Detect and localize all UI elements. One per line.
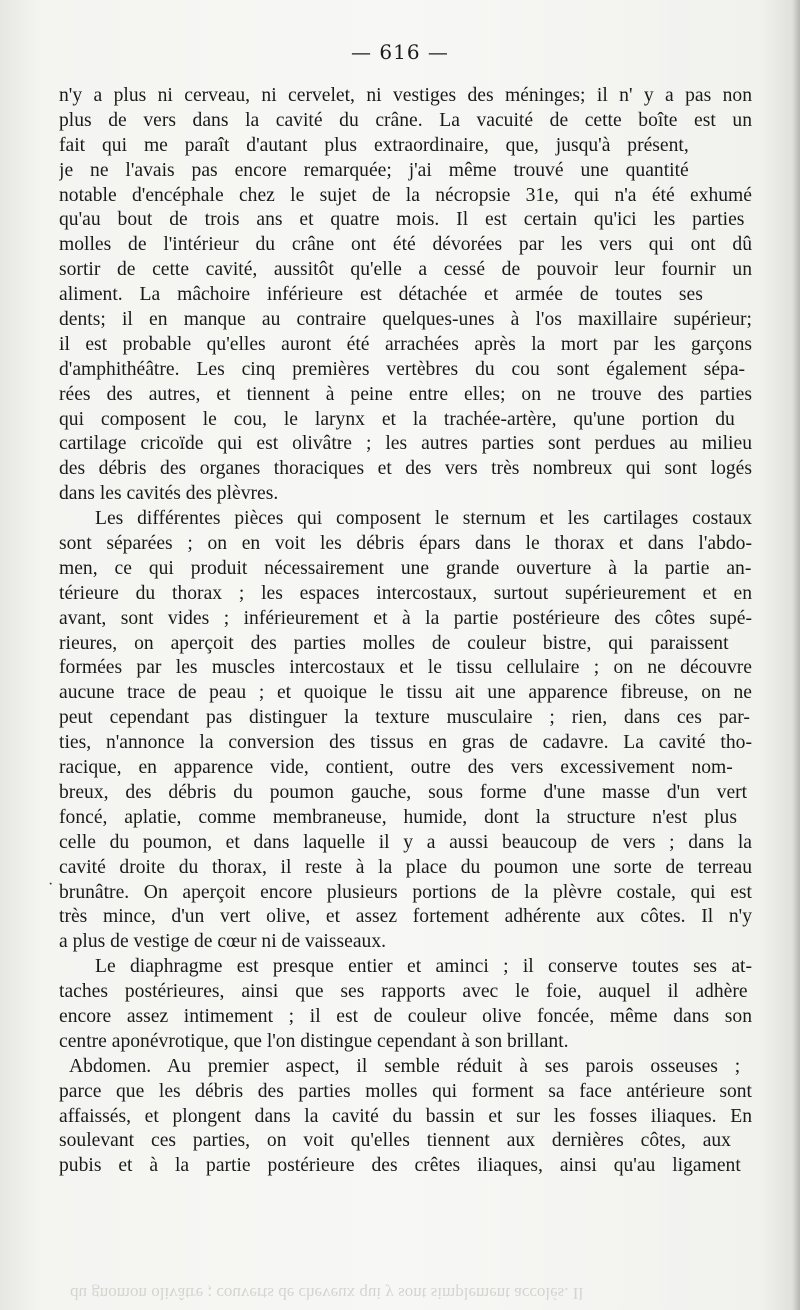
text-line: molles de l'intérieur du crâne ont été dévorées par les vers qui ont dû (59, 234, 752, 256)
margin-mark: · (48, 876, 54, 893)
text-line: racique, en apparence vide, contient, outre des vers excessivement nom- (59, 757, 733, 779)
text-line: rées des autres, et tiennent à peine entre elles; on ne trouve des parties (59, 383, 752, 405)
text-line: plus de vers dans la cavité du crâne. La vacuité de cette boîte est un (59, 109, 752, 131)
page-edge-shadow (792, 0, 800, 1310)
text-line: d'amphithéâtre. Les cinq premières vertèbres du cou sont également sépa- (59, 358, 746, 380)
text-line: Abdomen. Au premier aspect, il semble réduit à ses parois osseuses ; (69, 1055, 741, 1077)
text-line: a plus de vestige de cœur ni de vaisseaux. (59, 931, 387, 953)
text-line: peut cependant pas distinguer la texture musculaire ; rien, dans ces par- (59, 707, 750, 729)
text-line: encore assez intimement ; il est de couleur olive foncée, même dans son (59, 1005, 752, 1027)
text-line: fait qui me paraît d'autant plus extraordinaire, que, jusqu'à présent, (59, 134, 689, 156)
text-line: aliment. La mâchoire inférieure est détachée et armée de toutes ses (59, 284, 703, 306)
text-line: rieures, on aperçoit des parties molles de couleur bistre, qui paraissent (59, 632, 729, 654)
text-line: soulevant ces parties, on voit qu'elles tiennent aux dernières côtes, aux (59, 1130, 731, 1152)
text-line: men, ce qui produit nécessairement une grande ouverture à la partie an- (59, 557, 752, 579)
text-line: aucune trace de peau ; et quoique le tissu ait une apparence fibreuse, on ne (59, 682, 752, 704)
text-line: foncé, aplatie, comme membraneuse, humide, dont la structure n'est plus (59, 806, 737, 828)
text-line: notable d'encéphale chez le sujet de la nécropsie 31e, qui n'a été exhumé (59, 184, 752, 206)
text-line: cartilage cricoïde qui est olivâtre ; les autres parties sont perdues au milieu (59, 433, 752, 455)
text-line: brunâtre. On aperçoit encore plusieurs portions de la plèvre costale, qui est (59, 881, 752, 903)
text-line: centre aponévrotique, que l'on distingue cependant à son brillant. (59, 1030, 569, 1052)
text-line: très mince, d'un vert olive, et assez fortement adhérente aux côtes. Il n'y (59, 906, 752, 928)
text-line: breux, des débris du poumon gauche, sous forme d'une masse d'un vert (59, 781, 748, 803)
text-line: des débris des organes thoraciques et des vers très nombreux qui sont logés (59, 458, 752, 480)
text-line: pubis et à la partie postérieure des crêtes iliaques, ainsi qu'au ligament (59, 1155, 741, 1177)
text-line: sont séparées ; on en voit les débris épars dans le thorax et dans l'abdo- (59, 533, 752, 555)
text-line: qu'au bout de trois ans et quatre mois. Il est certain qu'ici les parties (59, 209, 745, 231)
text-line: formées par les muscles intercostaux et le tissu cellulaire ; on ne découvre (59, 657, 752, 679)
text-line: Les différentes pièces qui composent le sternum et les cartilages costaux (95, 508, 752, 530)
text-line: parce que les débris des parties molles qui forment sa face antérieure sont (59, 1080, 752, 1102)
text-line: sortir de cette cavité, aussitôt qu'elle a cessé de pouvoir leur fournir un (59, 259, 752, 281)
text-line: cavité droite du thorax, il reste à la place du poumon une sorte de terreau (59, 856, 752, 878)
text-line: affaissés, et plongent dans la cavité du bassin et sur les fosses iliaques. En (59, 1105, 752, 1127)
text-line: Le diaphragme est presque entier et aminci ; il conserve toutes ses at- (95, 956, 752, 978)
page-number: — 616 — (351, 40, 449, 64)
text-line: n'y a plus ni cerveau, ni cervelet, ni vestiges des méninges; il n' y a pas non (59, 85, 752, 106)
show-through-text: du gnomon olivâtre ; couverts de cheveux qui y sont simplement accolés. Il (70, 1284, 584, 1303)
text-line: il est probable qu'elles auront été arrachées après la mort par les garçons (59, 333, 752, 355)
text-line: térieure du thorax ; les espaces intercostaux, surtout supérieurement et en (59, 582, 752, 604)
text-line: dents; il en manque au contraire quelques-unes à l'os maxillaire supérieur; (59, 309, 752, 331)
text-line: taches postérieures, ainsi que ses rapports avec le foie, auquel il adhère (59, 981, 748, 1003)
body-text (59, 84, 752, 1179)
text-line: avant, sont vides ; inférieurement et à la partie postérieure des côtes supé- (59, 607, 752, 629)
text-line: je ne l'avais pas encore remarquée; j'ai même trouvé une quantité (59, 159, 689, 181)
text-line: celle du poumon, et dans laquelle il y a aussi beaucoup de vers ; dans la (59, 831, 752, 853)
text-line: ties, n'annonce la conversion des tissus en gras de cadavre. La cavité tho- (59, 732, 752, 754)
text-line: dans les cavités des plèvres. (59, 483, 279, 505)
text-line: qui composent le cou, le larynx et la trachée-artère, qu'une portion du (59, 408, 735, 430)
